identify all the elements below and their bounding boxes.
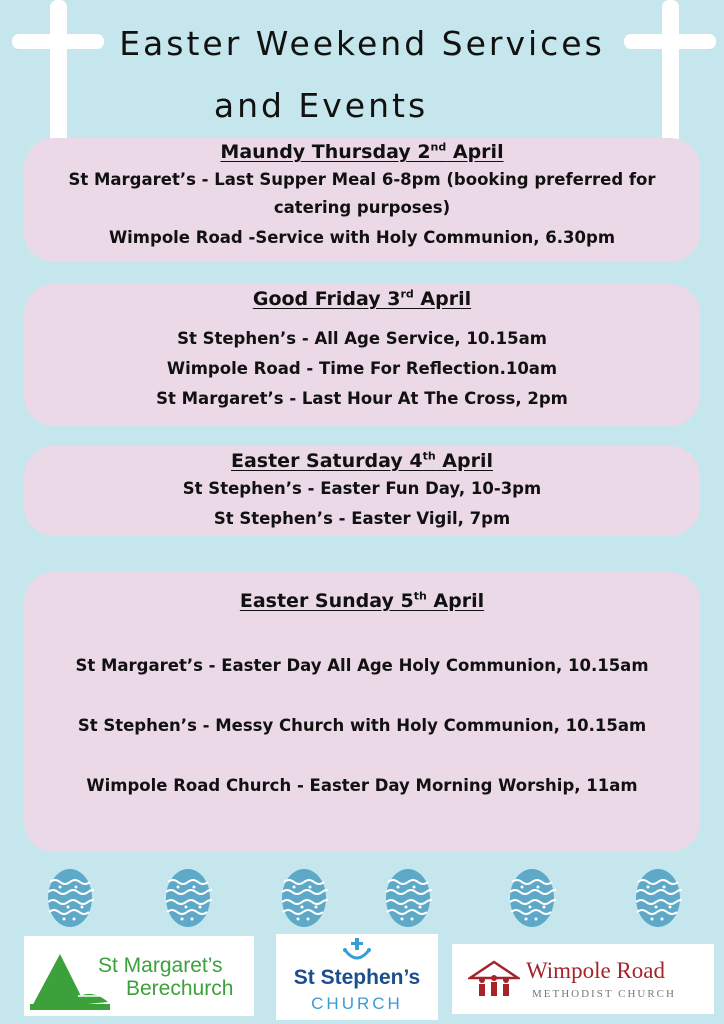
- event-line: Wimpole Road -Service with Holy Communion, 6.30pm: [108, 228, 616, 247]
- section-good-friday: [24, 284, 700, 426]
- easter-egg-icon: [384, 864, 432, 928]
- cross-icon: [624, 0, 716, 148]
- event-line: St Margaret’s - Last Supper Meal 6-8pm (booking preferred for: [68, 170, 656, 189]
- section-heading: Maundy Thursday 2nd April: [220, 140, 504, 163]
- section-easter-saturday: [24, 446, 700, 536]
- event-line: St Stephen’s - All Age Service, 10.15am: [177, 329, 547, 348]
- page-title-line2-text: and Events: [213, 86, 429, 125]
- easter-egg-icon: [46, 864, 94, 928]
- logo-text-line1: St Margaret’s: [98, 954, 223, 977]
- easter-egg-icon: [280, 864, 328, 928]
- easter-egg-icon: [634, 864, 682, 928]
- event-line: St Margaret’s - Last Hour At The Cross, 2pm: [156, 389, 568, 408]
- section-maundy-thursday: [24, 138, 700, 262]
- event-line: Wimpole Road - Time For Reflection.10am: [166, 359, 558, 378]
- logo-text-line2: Berechurch: [126, 977, 234, 1000]
- logo-text-line1: Wimpole Road: [526, 958, 665, 983]
- page-title: Easter Weekend Services: [119, 24, 605, 63]
- logo-st-stephens: [276, 934, 438, 1020]
- cross-icon: [12, 0, 104, 148]
- event-line: catering purposes): [273, 198, 451, 217]
- event-line: St Stephen’s - Easter Vigil, 7pm: [213, 509, 511, 528]
- easter-egg-icon: [164, 864, 212, 928]
- logo-text-line2: METHODIST CHURCH: [532, 988, 676, 1000]
- logo-text-line1: St Stephen’s: [293, 966, 421, 989]
- logo-text-line2: CHURCH: [311, 994, 403, 1013]
- event-line: St Stephen’s - Messy Church with Holy Communion, 10.15am: [77, 716, 647, 735]
- section-heading: Good Friday 3rd April: [252, 287, 472, 310]
- page-title-line2: [0, 86, 724, 125]
- church-people-icon: [468, 960, 520, 998]
- section-heading: Easter Sunday 5th April: [239, 589, 485, 612]
- easter-egg-icon: [508, 864, 556, 928]
- crown-icon: [342, 938, 372, 964]
- event-line: St Margaret’s - Easter Day All Age Holy Communion, 10.15am: [75, 656, 649, 675]
- section-easter-sunday: [24, 572, 700, 852]
- logo-wimpole-road: [452, 944, 714, 1014]
- event-line: Wimpole Road Church - Easter Day Morning Worship, 11am: [86, 776, 638, 795]
- section-heading: Easter Saturday 4th April: [230, 449, 494, 472]
- event-line: St Stephen’s - Easter Fun Day, 10-3pm: [182, 479, 542, 498]
- logo-st-margarets: [24, 936, 254, 1016]
